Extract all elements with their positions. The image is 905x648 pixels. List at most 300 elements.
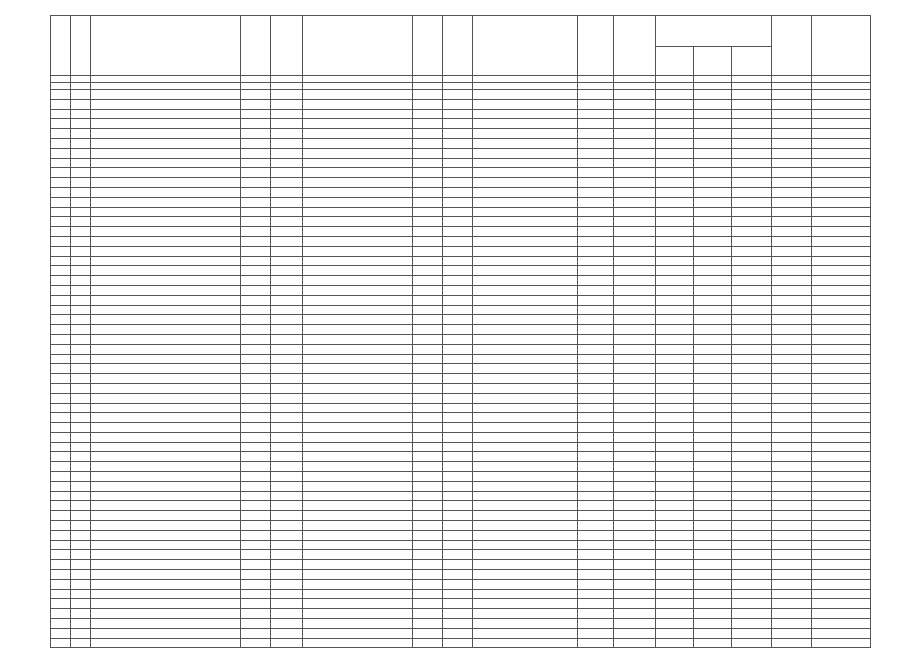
table-cell [271, 344, 303, 354]
table-cell [812, 197, 871, 207]
table-cell [772, 521, 812, 531]
table-cell [91, 560, 241, 570]
table-cell [443, 481, 473, 491]
header-address [91, 16, 241, 76]
table-row [51, 285, 871, 295]
table-cell [71, 403, 91, 413]
table-row [51, 579, 871, 589]
table-cell [694, 423, 732, 433]
table-cell [91, 364, 241, 374]
table-cell [772, 285, 812, 295]
table-cell [812, 628, 871, 638]
table-cell [443, 432, 473, 442]
table-cell [614, 383, 656, 393]
table-cell [473, 550, 578, 560]
table-cell [71, 423, 91, 433]
table-cell [303, 148, 413, 158]
table-cell [303, 589, 413, 599]
table-cell [772, 530, 812, 540]
table-cell [51, 295, 71, 305]
table-cell [812, 305, 871, 315]
table-cell [732, 432, 772, 442]
table-cell [473, 354, 578, 364]
table-cell [812, 442, 871, 452]
table-cell [656, 168, 694, 178]
table-cell [241, 570, 271, 580]
table-cell [812, 550, 871, 560]
table-cell [812, 295, 871, 305]
table-cell [473, 207, 578, 217]
table-cell [71, 501, 91, 511]
table-cell [241, 599, 271, 609]
table-cell [772, 472, 812, 482]
table-cell [772, 364, 812, 374]
table-cell [91, 501, 241, 511]
table-cell [614, 305, 656, 315]
table-row [51, 187, 871, 197]
table-cell [812, 334, 871, 344]
table-cell [614, 413, 656, 423]
table-cell [578, 589, 614, 599]
table-cell [71, 599, 91, 609]
table-cell [271, 325, 303, 335]
table-body [51, 90, 871, 648]
table-cell [578, 285, 614, 295]
table-cell [71, 325, 91, 335]
unit-cell [473, 83, 578, 90]
table-cell [473, 589, 578, 599]
table-cell [413, 305, 443, 315]
table-cell [614, 138, 656, 148]
table-cell [71, 609, 91, 619]
table-cell [271, 599, 303, 609]
table-cell [91, 354, 241, 364]
table-cell [303, 217, 413, 227]
table-cell [473, 462, 578, 472]
table-cell [656, 246, 694, 256]
table-cell [71, 197, 91, 207]
table-cell [241, 560, 271, 570]
table-cell [51, 246, 71, 256]
table-cell [772, 119, 812, 129]
table-cell [271, 521, 303, 531]
table-cell [303, 129, 413, 139]
table-cell [91, 442, 241, 452]
table-cell [578, 521, 614, 531]
table-cell [812, 432, 871, 442]
table-row [51, 325, 871, 335]
table-cell [271, 109, 303, 119]
table-cell [614, 364, 656, 374]
table-cell [91, 227, 241, 237]
table-row [51, 393, 871, 403]
table-cell [271, 491, 303, 501]
table-cell [812, 530, 871, 540]
table-cell [473, 364, 578, 374]
table-cell [71, 207, 91, 217]
table-cell [303, 393, 413, 403]
table-cell [51, 452, 71, 462]
table-row [51, 619, 871, 629]
table-cell [443, 521, 473, 531]
table-cell [91, 374, 241, 384]
table-cell [413, 570, 443, 580]
table-cell [91, 119, 241, 129]
table-cell [772, 501, 812, 511]
table-cell [812, 423, 871, 433]
table-cell [694, 491, 732, 501]
table-row [51, 383, 871, 393]
table-cell [241, 374, 271, 384]
table-cell [51, 364, 71, 374]
table-cell [241, 452, 271, 462]
header-district-number [71, 16, 91, 76]
table-cell [656, 285, 694, 295]
table-cell [241, 119, 271, 129]
table-cell [91, 276, 241, 286]
table-cell [732, 354, 772, 364]
table-row [51, 138, 871, 148]
table-cell [732, 344, 772, 354]
table-cell [732, 472, 772, 482]
table-cell [71, 393, 91, 403]
table-cell [71, 442, 91, 452]
table-row [51, 374, 871, 384]
table-cell [473, 236, 578, 246]
table-cell [303, 432, 413, 442]
table-cell [772, 197, 812, 207]
table-cell [91, 570, 241, 580]
table-cell [271, 570, 303, 580]
table-cell [413, 168, 443, 178]
table-cell [812, 276, 871, 286]
table-cell [578, 90, 614, 100]
table-row [51, 119, 871, 129]
table-cell [812, 207, 871, 217]
table-cell [732, 501, 772, 511]
table-cell [812, 540, 871, 550]
table-cell [578, 599, 614, 609]
table-cell [443, 599, 473, 609]
table-cell [578, 129, 614, 139]
table-cell [812, 570, 871, 580]
table-cell [614, 403, 656, 413]
table-cell [271, 589, 303, 599]
table-cell [443, 305, 473, 315]
table-cell [443, 628, 473, 638]
table-cell [271, 197, 303, 207]
table-cell [812, 236, 871, 246]
table-cell [614, 579, 656, 589]
table-cell [656, 442, 694, 452]
table-cell [51, 119, 71, 129]
table-cell [473, 619, 578, 629]
table-cell [71, 276, 91, 286]
table-cell [303, 295, 413, 305]
table-cell [656, 619, 694, 629]
table-cell [578, 550, 614, 560]
table-cell [656, 570, 694, 580]
table-row [51, 256, 871, 266]
col-number-cell [71, 76, 91, 83]
table-cell [812, 90, 871, 100]
table-cell [413, 90, 443, 100]
table-cell [241, 511, 271, 521]
header-area-group [656, 16, 772, 47]
table-cell [614, 266, 656, 276]
table-cell [271, 90, 303, 100]
table-row [51, 521, 871, 531]
table-cell [51, 472, 71, 482]
table-cell [71, 413, 91, 423]
table-cell [91, 432, 241, 442]
table-cell [772, 276, 812, 286]
table-cell [413, 364, 443, 374]
table-cell [732, 570, 772, 580]
table-cell [694, 501, 732, 511]
table-cell [241, 207, 271, 217]
table-cell [812, 325, 871, 335]
table-cell [614, 187, 656, 197]
table-cell [578, 364, 614, 374]
table-cell [772, 334, 812, 344]
col-number-cell [473, 76, 578, 83]
table-cell [413, 501, 443, 511]
table-cell [241, 178, 271, 188]
table-row [51, 540, 871, 550]
table-cell [578, 236, 614, 246]
table-cell [443, 364, 473, 374]
table-cell [271, 315, 303, 325]
table-cell [473, 129, 578, 139]
table-cell [241, 501, 271, 511]
table-cell [241, 628, 271, 638]
table-cell [694, 383, 732, 393]
table-row [51, 168, 871, 178]
table-cell [241, 315, 271, 325]
table-cell [656, 207, 694, 217]
table-cell [694, 393, 732, 403]
table-cell [303, 109, 413, 119]
table-cell [71, 472, 91, 482]
table-cell [303, 579, 413, 589]
col-number-cell [271, 76, 303, 83]
table-cell [694, 217, 732, 227]
table-cell [443, 217, 473, 227]
table-cell [271, 217, 303, 227]
table-cell [473, 432, 578, 442]
table-cell [578, 227, 614, 237]
table-cell [812, 168, 871, 178]
table-cell [413, 521, 443, 531]
table-cell [614, 452, 656, 462]
table-cell [578, 501, 614, 511]
table-row [51, 109, 871, 119]
table-cell [656, 138, 694, 148]
table-cell [303, 207, 413, 217]
table-cell [772, 325, 812, 335]
unit-cell [443, 83, 473, 90]
table-cell [303, 491, 413, 501]
table-row [51, 501, 871, 511]
table-cell [578, 266, 614, 276]
table-cell [443, 138, 473, 148]
table-cell [656, 178, 694, 188]
table-row [51, 442, 871, 452]
table-cell [71, 305, 91, 315]
table-cell [91, 579, 241, 589]
table-cell [772, 256, 812, 266]
col-number-cell [91, 76, 241, 83]
table-row [51, 570, 871, 580]
table-cell [732, 462, 772, 472]
table-cell [656, 374, 694, 384]
table-cell [732, 521, 772, 531]
table-cell [694, 334, 732, 344]
table-cell [656, 432, 694, 442]
table-cell [772, 354, 812, 364]
table-cell [614, 521, 656, 531]
table-cell [71, 511, 91, 521]
table-cell [271, 276, 303, 286]
table-cell [71, 90, 91, 100]
table-cell [614, 99, 656, 109]
header-apartments [772, 16, 812, 76]
header-area-residential [694, 47, 732, 76]
table-cell [578, 442, 614, 452]
table-cell [732, 119, 772, 129]
table-cell [413, 256, 443, 266]
table-cell [812, 354, 871, 364]
table-cell [51, 442, 71, 452]
table-cell [303, 354, 413, 364]
table-cell [812, 178, 871, 188]
table-cell [656, 521, 694, 531]
table-cell [303, 187, 413, 197]
table-cell [413, 413, 443, 423]
table-cell [694, 432, 732, 442]
table-cell [732, 374, 772, 384]
table-cell [71, 217, 91, 227]
table-cell [413, 295, 443, 305]
table-row [51, 158, 871, 168]
table-cell [694, 374, 732, 384]
table-cell [91, 383, 241, 393]
table-row [51, 227, 871, 237]
table-cell [694, 364, 732, 374]
table-cell [732, 413, 772, 423]
unit-cell [51, 83, 71, 90]
table-cell [241, 246, 271, 256]
table-cell [51, 256, 71, 266]
table-cell [241, 305, 271, 315]
table-cell [772, 266, 812, 276]
table-cell [578, 403, 614, 413]
table-cell [241, 266, 271, 276]
table-cell [656, 315, 694, 325]
table-cell [303, 158, 413, 168]
table-cell [303, 521, 413, 531]
table-cell [71, 129, 91, 139]
header-wear-percent [614, 16, 656, 76]
table-cell [812, 481, 871, 491]
table-cell [694, 325, 732, 335]
table-cell [71, 168, 91, 178]
table-cell [694, 550, 732, 560]
table-cell [91, 129, 241, 139]
table-cell [732, 540, 772, 550]
table-cell [413, 511, 443, 521]
table-cell [241, 521, 271, 531]
table-cell [732, 393, 772, 403]
table-cell [656, 383, 694, 393]
col-number-cell [732, 76, 772, 83]
table-cell [91, 521, 241, 531]
table-cell [71, 158, 91, 168]
table-cell [303, 413, 413, 423]
table-cell [303, 540, 413, 550]
table-cell [271, 178, 303, 188]
unit-cell [241, 83, 271, 90]
table-cell [241, 148, 271, 158]
table-cell [91, 550, 241, 560]
table-cell [812, 148, 871, 158]
table-cell [51, 207, 71, 217]
table-row [51, 560, 871, 570]
table-cell [578, 609, 614, 619]
table-cell [303, 315, 413, 325]
table-cell [91, 599, 241, 609]
table-cell [413, 550, 443, 560]
table-cell [656, 501, 694, 511]
table-cell [443, 452, 473, 462]
table-cell [271, 383, 303, 393]
table-cell [71, 315, 91, 325]
table-cell [473, 579, 578, 589]
table-cell [694, 256, 732, 266]
table-row [51, 217, 871, 227]
table-cell [413, 432, 443, 442]
table-cell [51, 501, 71, 511]
table-row [51, 403, 871, 413]
table-cell [303, 481, 413, 491]
table-cell [656, 364, 694, 374]
table-cell [241, 540, 271, 550]
table-cell [303, 462, 413, 472]
table-cell [443, 227, 473, 237]
table-cell [91, 305, 241, 315]
table-cell [656, 589, 694, 599]
table-cell [241, 187, 271, 197]
table-cell [303, 276, 413, 286]
table-cell [578, 217, 614, 227]
table-cell [473, 148, 578, 158]
table-cell [271, 393, 303, 403]
table-cell [694, 579, 732, 589]
table-cell [241, 109, 271, 119]
table-cell [241, 383, 271, 393]
table-cell [656, 452, 694, 462]
table-cell [473, 521, 578, 531]
table-cell [614, 462, 656, 472]
table-cell [413, 315, 443, 325]
table-cell [443, 383, 473, 393]
table-cell [772, 452, 812, 462]
unit-cell [614, 83, 656, 90]
table-cell [51, 403, 71, 413]
table-cell [271, 236, 303, 246]
table-cell [812, 256, 871, 266]
